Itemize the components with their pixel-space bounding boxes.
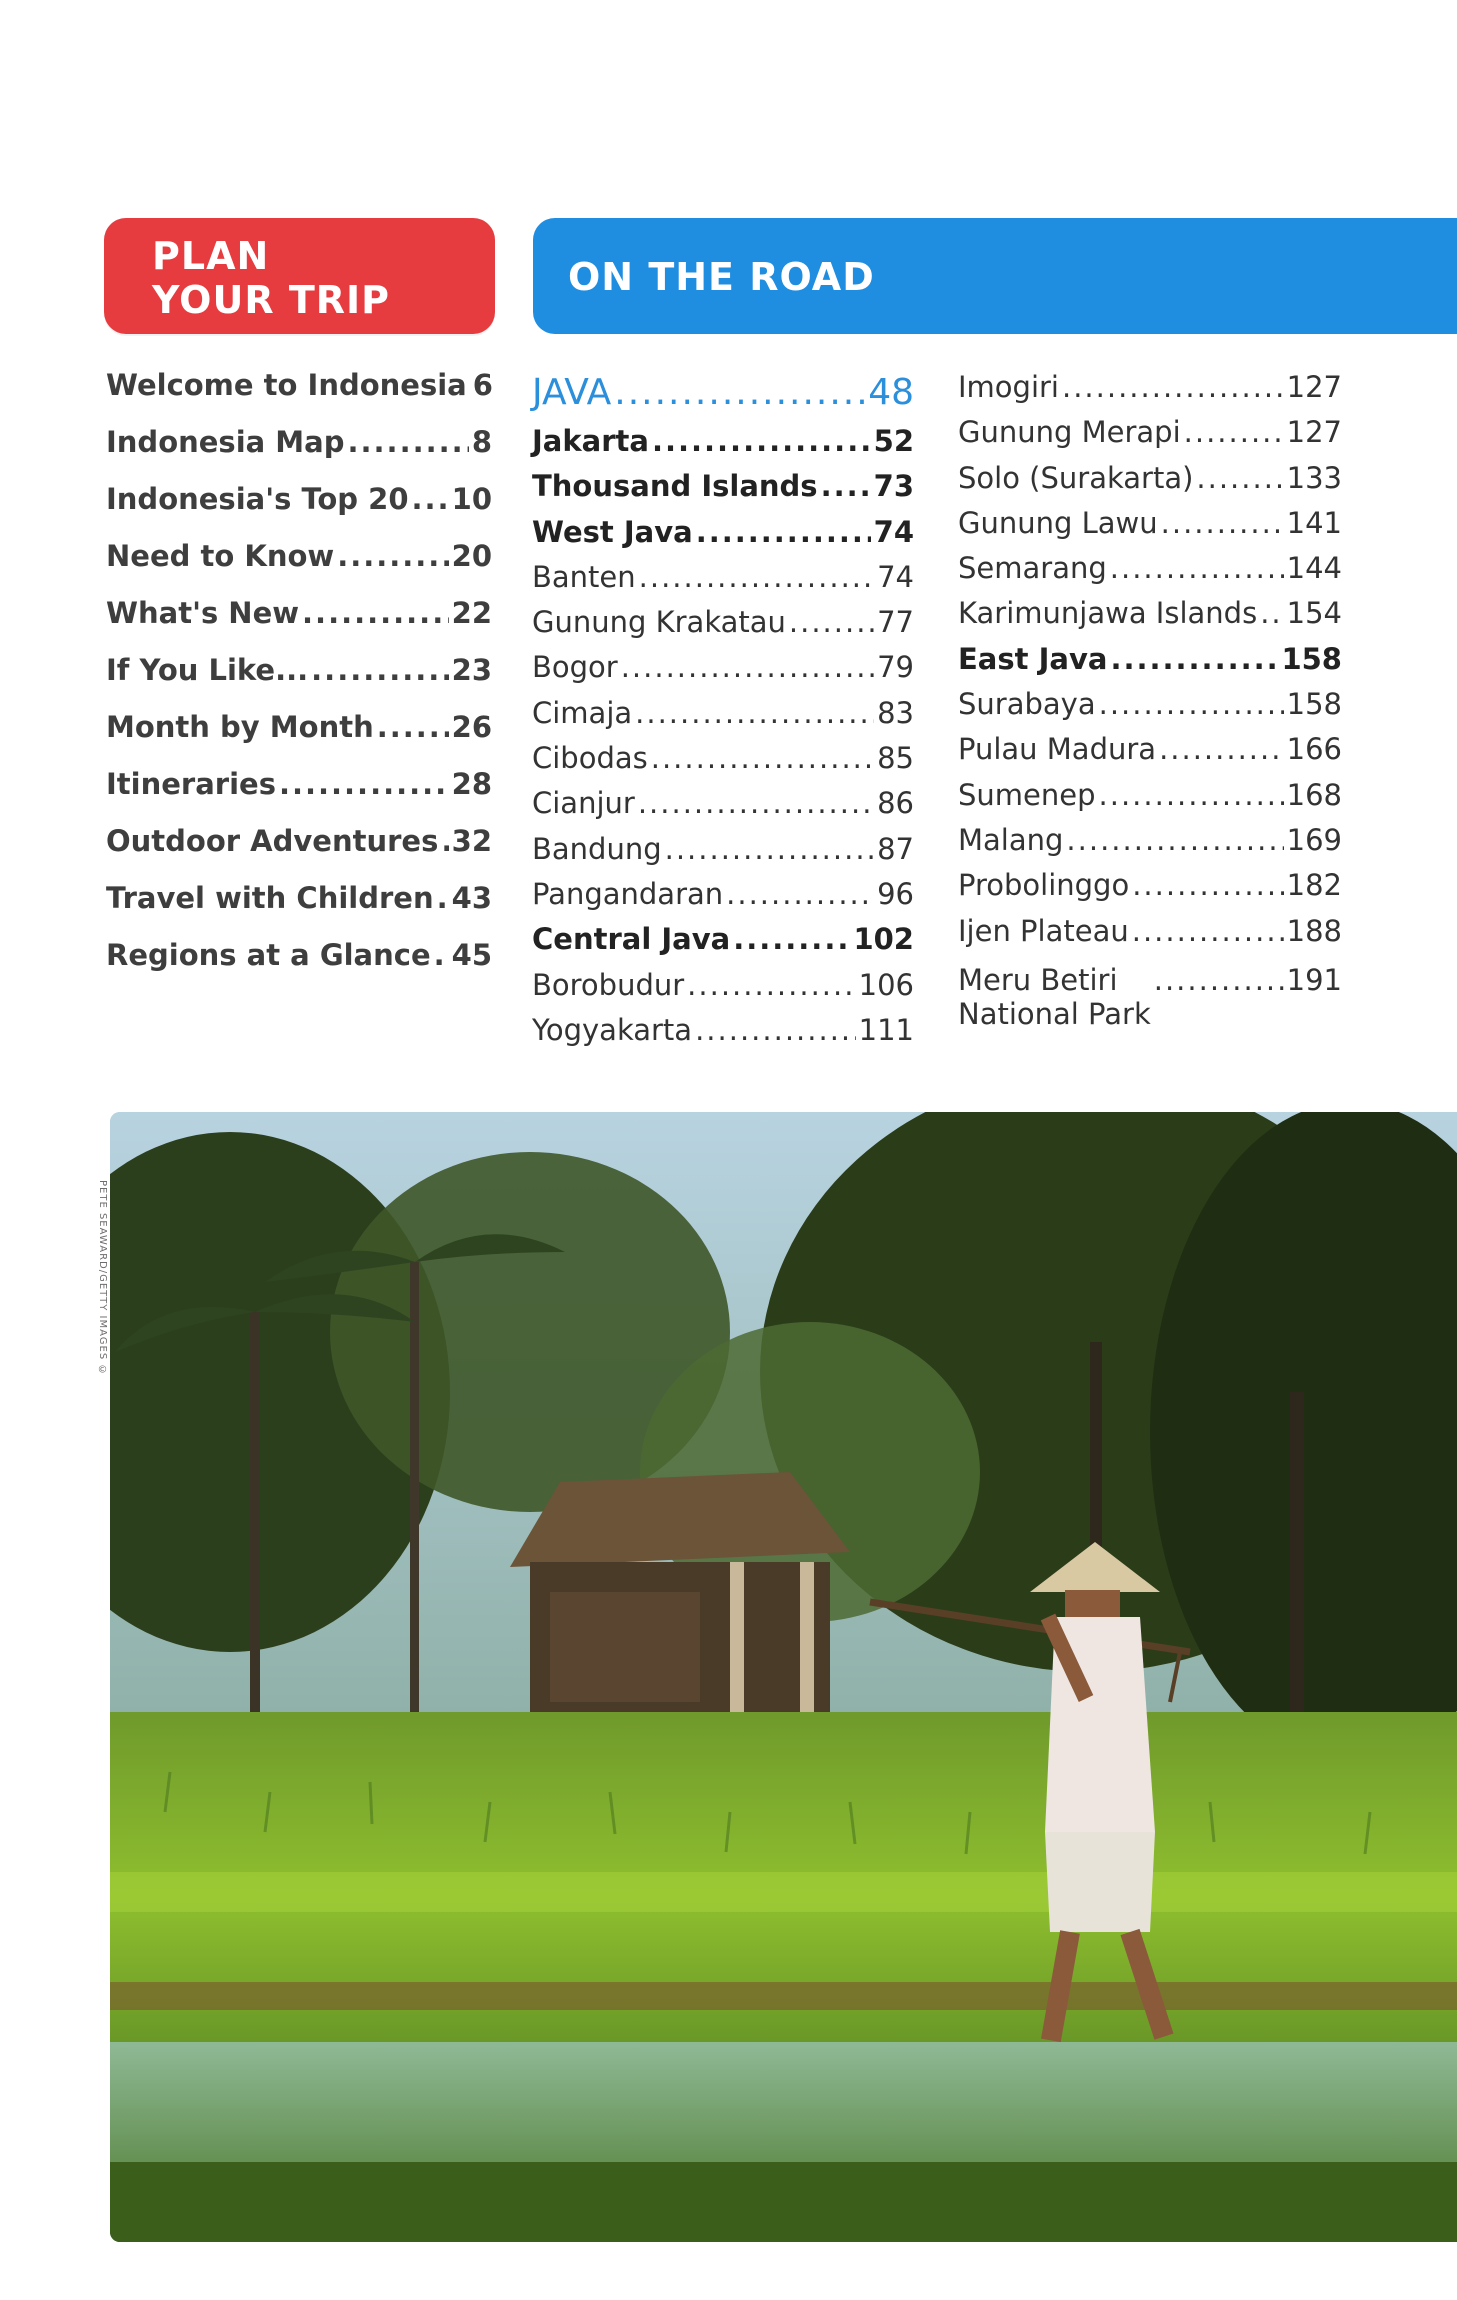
toc-title: Indonesia Map bbox=[106, 425, 345, 459]
toc-item-ijen-plateau[interactable] bbox=[958, 914, 1342, 959]
toc-page-number: 32 bbox=[451, 824, 492, 858]
toc-title: Indonesia's Top 20 bbox=[106, 482, 409, 516]
toc-title: Itineraries bbox=[106, 767, 276, 801]
toc-title: Jakarta bbox=[532, 424, 649, 458]
photo-credit: PETE SEAWARD/GETTY IMAGES © bbox=[97, 1180, 108, 1377]
toc-title: Bandung bbox=[532, 831, 662, 866]
toc-page-number: 6 bbox=[472, 368, 493, 402]
toc-page-number: 86 bbox=[877, 786, 914, 821]
toc-dot-leader bbox=[696, 515, 871, 549]
toc-dot-leader bbox=[733, 922, 850, 956]
toc-dot-leader bbox=[311, 653, 448, 687]
plan-header-line1: PLAN bbox=[152, 234, 270, 278]
toc-title: Cimaja bbox=[532, 695, 633, 730]
toc-page-number: 83 bbox=[877, 695, 914, 730]
toc-page-number: 158 bbox=[1286, 687, 1342, 722]
toc-title bbox=[958, 963, 1151, 1031]
toc-item-sumenep[interactable] bbox=[958, 778, 1342, 823]
toc-page-number: 10 bbox=[451, 482, 492, 516]
toc-title: Pangandaran bbox=[532, 876, 724, 911]
toc-title: Cianjur bbox=[532, 786, 635, 821]
toc-item-cibodas[interactable] bbox=[532, 741, 914, 786]
toc-page-number: 188 bbox=[1286, 913, 1342, 948]
toc-page-number: 26 bbox=[451, 710, 492, 744]
toc-item-jakarta[interactable] bbox=[532, 424, 914, 469]
toc-title-line1: Meru Betiri bbox=[958, 962, 1118, 997]
toc-item-welcome[interactable] bbox=[106, 368, 492, 425]
toc-page-number: 127 bbox=[1286, 370, 1342, 404]
toc-item-java[interactable] bbox=[532, 372, 914, 424]
toc-item-travel-with-children[interactable] bbox=[106, 881, 492, 938]
toc-item-month-by-month[interactable] bbox=[106, 710, 492, 767]
toc-title: Outdoor Adventures bbox=[106, 824, 439, 858]
toc-dot-leader bbox=[337, 539, 448, 573]
toc-page-number: 79 bbox=[877, 650, 914, 685]
toc-dot-leader bbox=[652, 424, 871, 458]
toc-title: Month by Month bbox=[106, 710, 374, 744]
toc-title: Probolinggo bbox=[958, 868, 1130, 903]
toc-title: What's New bbox=[106, 596, 300, 630]
toc-dot-leader bbox=[1062, 370, 1284, 404]
toc-page-number: 43 bbox=[451, 881, 492, 915]
toc-page-number: 169 bbox=[1286, 822, 1342, 857]
toc-dot-leader bbox=[687, 968, 855, 1002]
toc-dot-leader bbox=[434, 938, 449, 972]
toc-page-number: 166 bbox=[1286, 732, 1342, 767]
toc-dot-leader bbox=[1132, 914, 1284, 948]
toc-title: Semarang bbox=[958, 551, 1107, 586]
toc-title: Malang bbox=[958, 822, 1064, 857]
toc-dot-leader bbox=[639, 560, 874, 594]
toc-item-meru-betiri-national-park[interactable] bbox=[958, 959, 1342, 1031]
toc-dot-leader bbox=[665, 832, 874, 866]
toc-item-east-java[interactable] bbox=[958, 642, 1342, 687]
toc-item-surabaya[interactable] bbox=[958, 687, 1342, 732]
toc-item-gunung-lawu[interactable] bbox=[958, 506, 1342, 551]
toc-title-line2: National Park bbox=[958, 996, 1151, 1031]
toc-title: Bogor bbox=[532, 650, 618, 685]
toc-item-karimunjawa-islands[interactable] bbox=[958, 596, 1342, 641]
toc-page-number: 158 bbox=[1281, 641, 1342, 676]
toc-item-outdoor-adventures[interactable] bbox=[106, 824, 492, 881]
toc-page-number: 96 bbox=[877, 876, 914, 911]
toc-dot-leader bbox=[1196, 461, 1283, 495]
toc-item-probolinggo[interactable] bbox=[958, 868, 1342, 913]
toc-title: Travel with Children bbox=[106, 881, 434, 915]
road-header-label: ON THE ROAD bbox=[568, 255, 875, 299]
on-the-road-list-1 bbox=[532, 372, 914, 1058]
toc-dot-leader bbox=[1184, 415, 1284, 449]
toc-title: Cibodas bbox=[532, 741, 648, 776]
toc-page-number: 20 bbox=[451, 539, 492, 573]
toc-item-top-20[interactable] bbox=[106, 482, 492, 539]
toc-title: Need to Know bbox=[106, 539, 335, 573]
toc-page-number: 168 bbox=[1286, 777, 1342, 812]
toc-page-number: 8 bbox=[471, 425, 492, 459]
toc-dot-leader bbox=[1260, 596, 1283, 630]
toc-page-number: 141 bbox=[1286, 505, 1342, 540]
toc-page-number: 74 bbox=[877, 559, 914, 594]
toc-item-bandung[interactable] bbox=[532, 832, 914, 877]
toc-page-number: 73 bbox=[873, 469, 914, 504]
toc-item-itineraries[interactable] bbox=[106, 767, 492, 824]
toc-title: JAVA bbox=[532, 372, 612, 413]
toc-item-gunung-merapi[interactable] bbox=[958, 415, 1342, 460]
toc-title: Central Java bbox=[532, 922, 731, 957]
toc-dot-leader bbox=[1161, 506, 1284, 540]
toc-title: Pulau Madura bbox=[958, 732, 1157, 767]
toc-page-number: 28 bbox=[451, 767, 492, 801]
toc-dot-leader bbox=[348, 425, 469, 459]
toc-dot-leader bbox=[441, 824, 448, 858]
toc-page-number: 85 bbox=[877, 741, 914, 776]
toc-dot-leader bbox=[1110, 551, 1284, 585]
toc-item-central-java[interactable] bbox=[532, 922, 914, 967]
toc-page-number: 23 bbox=[451, 653, 492, 687]
toc-dot-leader bbox=[635, 696, 874, 730]
toc-page-number: 22 bbox=[451, 596, 492, 630]
toc-item-pulau-madura[interactable] bbox=[958, 732, 1342, 777]
on-the-road-list-2 bbox=[958, 370, 1342, 1031]
toc-dot-leader bbox=[1159, 732, 1284, 766]
rice-field-photo bbox=[110, 1112, 1457, 2242]
toc-page-number: 154 bbox=[1286, 596, 1342, 631]
toc-item-if-you-like[interactable] bbox=[106, 653, 492, 710]
toc-item-gunung-krakatau[interactable] bbox=[532, 605, 914, 650]
toc-title: Sumenep bbox=[958, 777, 1096, 812]
on-the-road-header bbox=[533, 218, 1457, 334]
toc-dot-leader bbox=[638, 786, 874, 820]
toc-item-solo[interactable] bbox=[958, 461, 1342, 506]
toc-dot-leader bbox=[821, 469, 871, 503]
plan-your-trip-header bbox=[104, 218, 495, 334]
toc-item-bogor[interactable] bbox=[532, 650, 914, 695]
toc-page-number: 52 bbox=[873, 424, 914, 458]
toc-item-map[interactable] bbox=[106, 425, 492, 482]
toc-title: Borobudur bbox=[532, 967, 685, 1002]
toc-page-number: 144 bbox=[1286, 551, 1342, 586]
toc-dot-leader bbox=[1099, 778, 1284, 812]
toc-dot-leader bbox=[412, 482, 449, 516]
rice-field-illustration bbox=[110, 1112, 1457, 2242]
toc-page-number: 48 bbox=[868, 372, 914, 413]
toc-title: Imogiri bbox=[958, 370, 1059, 404]
toc-page-number: 191 bbox=[1286, 962, 1342, 997]
toc-item-semarang[interactable] bbox=[958, 551, 1342, 596]
toc-dot-leader bbox=[1110, 642, 1278, 676]
toc-item-malang[interactable] bbox=[958, 823, 1342, 868]
toc-title: Ijen Plateau bbox=[958, 913, 1129, 948]
toc-title: Welcome to Indonesia bbox=[106, 368, 467, 402]
toc-dot-leader bbox=[1132, 868, 1283, 902]
toc-page-number: 111 bbox=[858, 1012, 914, 1047]
toc-dot-leader bbox=[1066, 823, 1283, 857]
toc-item-cimaja[interactable] bbox=[532, 696, 914, 741]
toc-item-cianjur[interactable] bbox=[532, 786, 914, 831]
toc-title: Karimunjawa Islands bbox=[958, 596, 1258, 631]
toc-title: East Java bbox=[958, 641, 1108, 676]
toc-page-number: 127 bbox=[1286, 415, 1342, 450]
toc-page-number: 74 bbox=[873, 514, 914, 549]
toc-title: Solo (Surakarta) bbox=[958, 460, 1194, 495]
toc-dot-leader bbox=[1154, 963, 1284, 997]
toc-title: West Java bbox=[532, 514, 693, 549]
toc-item-yogyakarta[interactable] bbox=[532, 1013, 914, 1058]
toc-page-number: 87 bbox=[877, 831, 914, 866]
toc-dot-leader bbox=[621, 650, 874, 684]
toc-page-number: 106 bbox=[858, 967, 914, 1002]
toc-item-pangandaran[interactable] bbox=[532, 877, 914, 922]
toc-page-number: 102 bbox=[853, 922, 914, 957]
plan-header-line2: YOUR TRIP bbox=[152, 278, 390, 322]
toc-title: Regions at a Glance bbox=[106, 938, 431, 972]
toc-item-imogiri[interactable] bbox=[958, 370, 1342, 415]
toc-dot-leader bbox=[614, 372, 865, 413]
toc-dot-leader bbox=[279, 767, 449, 801]
toc-title: Surabaya bbox=[958, 687, 1096, 722]
toc-dot-leader bbox=[302, 596, 449, 630]
toc-item-borobudur[interactable] bbox=[532, 968, 914, 1013]
toc-item-need-to-know[interactable] bbox=[106, 539, 492, 596]
plan-your-trip-list bbox=[106, 368, 492, 995]
toc-dot-leader bbox=[789, 605, 874, 639]
toc-item-thousand-islands[interactable] bbox=[532, 469, 914, 514]
toc-dot-leader bbox=[726, 877, 874, 911]
toc-item-west-java[interactable] bbox=[532, 515, 914, 560]
toc-dot-leader bbox=[377, 710, 449, 744]
toc-page-number: 45 bbox=[451, 938, 492, 972]
toc-title: Gunung Merapi bbox=[958, 415, 1181, 450]
toc-dot-leader bbox=[1099, 687, 1284, 721]
toc-dot-leader bbox=[437, 881, 449, 915]
toc-page-number: 133 bbox=[1286, 460, 1342, 495]
toc-page-number: 182 bbox=[1286, 868, 1342, 903]
toc-item-banten[interactable] bbox=[532, 560, 914, 605]
toc-title: Thousand Islands bbox=[532, 469, 818, 504]
toc-dot-leader bbox=[695, 1013, 856, 1047]
toc-title: Yogyakarta bbox=[532, 1012, 693, 1047]
toc-item-whats-new[interactable] bbox=[106, 596, 492, 653]
toc-dot-leader bbox=[651, 741, 874, 775]
toc-title: If You Like... bbox=[106, 653, 309, 687]
toc-page-number: 77 bbox=[877, 605, 914, 640]
toc-title: Gunung Krakatau bbox=[532, 605, 786, 640]
toc-title: Banten bbox=[532, 559, 636, 594]
toc-title: Gunung Lawu bbox=[958, 505, 1158, 540]
toc-item-regions-at-a-glance[interactable] bbox=[106, 938, 492, 995]
